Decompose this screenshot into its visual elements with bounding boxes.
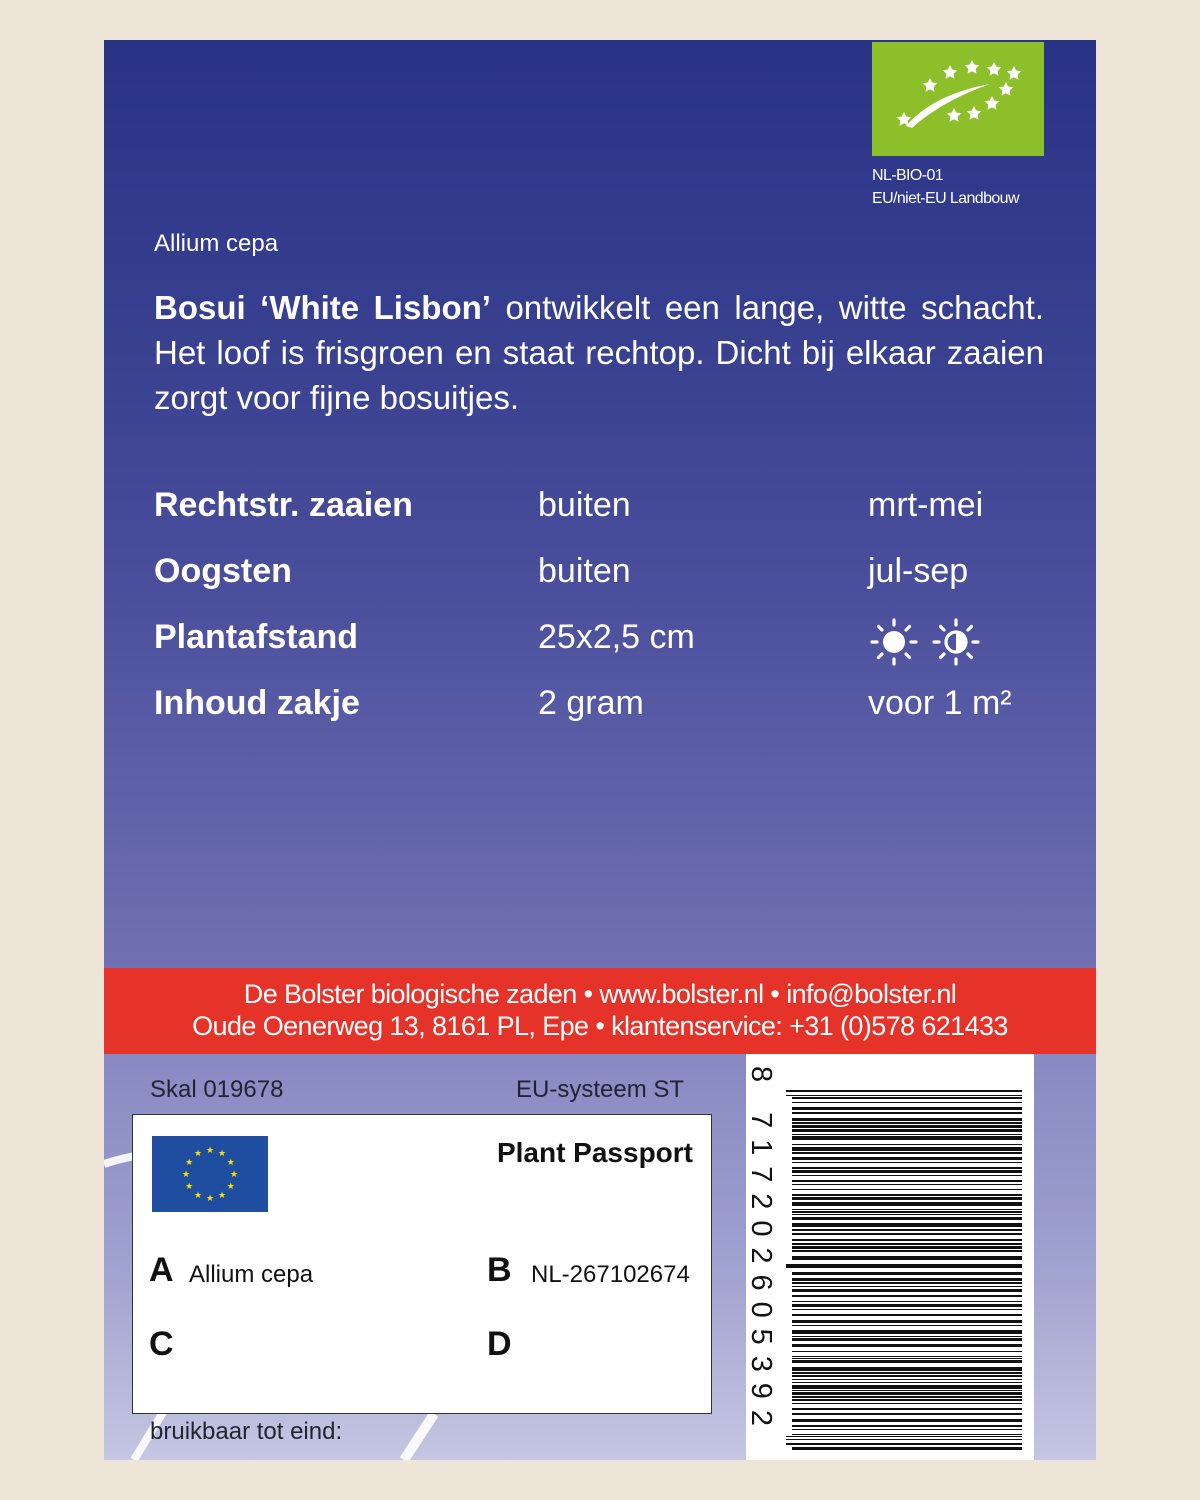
barcode-bar: [792, 1194, 1022, 1196]
barcode-bar: [792, 1360, 1022, 1363]
spec-spacing: 25x2,5 cm: [538, 618, 695, 656]
barcode-bar: [792, 1379, 1022, 1380]
barcode-bar: [786, 1264, 1022, 1268]
spec-row-content: [154, 684, 1054, 728]
barcode-bar: [792, 1425, 1022, 1427]
barcode-bar: [792, 1243, 1022, 1245]
barcode-bar: [786, 1443, 1022, 1445]
flag-star: ★: [217, 1149, 227, 1160]
spec-label: Rechtstr. zaaien: [154, 486, 413, 524]
barcode: [746, 1054, 1034, 1460]
barcode-bar: [792, 1197, 1022, 1200]
barcode-bar: [792, 1107, 1022, 1110]
barcode-bar: [792, 1358, 1022, 1359]
barcode-bar: [792, 1351, 1022, 1352]
barcode-bar: [792, 1184, 1022, 1185]
barcode-bar: [792, 1211, 1022, 1213]
skal-number: Skal 019678: [150, 1076, 284, 1103]
flag-star: ★: [226, 1158, 235, 1168]
barcode-bar: [792, 1429, 1022, 1430]
product-description: [154, 285, 1044, 420]
barcode-bar: [792, 1295, 1022, 1297]
barcode-bar: [792, 1447, 1022, 1450]
barcode-bar: [792, 1434, 1022, 1435]
barcode-bar: [792, 1170, 1022, 1173]
barcode-bar: [792, 1112, 1022, 1114]
barcode-bar: [792, 1301, 1022, 1302]
barcode-bar: [792, 1403, 1022, 1404]
barcode-bar: [792, 1336, 1022, 1337]
barcode-bar: [792, 1102, 1022, 1103]
barcode-bar: [792, 1118, 1022, 1121]
barcode-bar: [792, 1419, 1022, 1422]
barcode-bar: [792, 1125, 1022, 1128]
description-text: ontwikkelt een lange, witte schacht. Het loof is frisgroen en staat rechtop. Dicht bij elkaar zaaien zorgt voor fijne bosuitjes.: [154, 289, 1045, 416]
contact-band: [104, 968, 1096, 1054]
contact-line-1: De Bolster biologische zaden • www.bolster.nl • info@bolster.nl: [243, 979, 957, 1009]
usable-until: bruikbaar tot eind:: [150, 1418, 343, 1445]
barcode-bar: [792, 1209, 1022, 1210]
flag-star: ★: [229, 1170, 239, 1180]
barcode-bar: [792, 1309, 1022, 1310]
plant-passport: [132, 1114, 712, 1414]
barcode-bar: [792, 1250, 1022, 1252]
barcode-bar: [792, 1282, 1022, 1284]
barcode-bar: [792, 1223, 1022, 1227]
spec-label: Inhoud zakje: [154, 684, 360, 722]
barcode-bar: [792, 1330, 1022, 1334]
barcode-bar: [792, 1233, 1022, 1235]
barcode-bar: [786, 1090, 1022, 1092]
barcode-bar: [792, 1375, 1022, 1377]
barcode-bar: [792, 1144, 1022, 1145]
barcode-bar: [792, 1408, 1022, 1410]
barcode-bar: [792, 1202, 1022, 1206]
passport-letter-b: B: [487, 1251, 512, 1289]
barcode-bar: [792, 1286, 1022, 1287]
barcode-bar: [792, 1382, 1022, 1383]
flag-star: ★: [205, 1194, 215, 1204]
flag-star: ★: [217, 1190, 227, 1201]
barcode-bar: [792, 1278, 1022, 1281]
passport-letter-a: A: [149, 1251, 174, 1289]
light-icons: [868, 616, 984, 677]
barcode-bar: [792, 1356, 1022, 1357]
barcode-bar: [792, 1239, 1022, 1241]
spec-label: Plantafstand: [154, 618, 359, 656]
barcode-bar: [786, 1439, 1022, 1440]
barcode-bar: [792, 1390, 1022, 1391]
spec-location: buiten: [538, 486, 631, 524]
spec-period: mrt-mei: [868, 486, 984, 524]
barcode-bar: [792, 1129, 1022, 1132]
flag-star: ★: [193, 1190, 203, 1201]
barcode-bar: [792, 1344, 1022, 1347]
flag-star: ★: [205, 1146, 215, 1156]
barcode-bar: [792, 1157, 1022, 1160]
spec-row-spacing: [154, 618, 1054, 662]
spec-amount: 2 gram: [538, 684, 644, 722]
barcode-bar: [792, 1214, 1022, 1215]
passport-letter-d: D: [487, 1325, 512, 1363]
barcode-bar: [792, 1217, 1022, 1220]
barcode-bar: [792, 1413, 1022, 1415]
flag-star: ★: [185, 1158, 194, 1168]
barcode-bar: [792, 1385, 1022, 1389]
barcode-bar: [792, 1147, 1022, 1151]
flag-star: ★: [193, 1149, 203, 1160]
barcode-bar: [792, 1167, 1022, 1169]
passport-value-b: NL-267102674: [531, 1261, 690, 1288]
certification-text: [872, 164, 1019, 210]
seed-packet-back: [104, 40, 1096, 1460]
spec-area: voor 1 m²: [868, 684, 1012, 722]
product-name: Bosui ‘White Lisbon’: [154, 289, 491, 326]
flag-star: ★: [226, 1182, 235, 1192]
label-panel: [104, 1054, 1096, 1460]
barcode-bar: [792, 1256, 1022, 1260]
barcode-bar: [792, 1392, 1022, 1395]
cert-origin: EU/niet-EU Landbouw: [872, 190, 1019, 207]
passport-letter-c: C: [149, 1325, 174, 1363]
barcode-bar: [792, 1162, 1022, 1163]
barcode-bar: [792, 1229, 1022, 1231]
barcode-bar: [792, 1122, 1022, 1124]
barcode-bar: [792, 1367, 1022, 1371]
barcode-digits: 8 717202605392: [746, 1066, 777, 1426]
barcode-bar: [786, 1095, 1022, 1096]
barcode-bar: [792, 1304, 1022, 1307]
barcode-bar: [792, 1289, 1022, 1292]
cert-code: NL-BIO-01: [872, 167, 944, 184]
barcode-bar: [792, 1399, 1022, 1401]
spec-label: Oogsten: [154, 552, 292, 590]
spec-row-sowing: [154, 486, 1054, 530]
barcode-bar: [792, 1189, 1022, 1190]
barcode-bar: [792, 1320, 1022, 1323]
barcode-bar: [792, 1372, 1022, 1374]
flag-star: ★: [181, 1170, 191, 1180]
contact-line-2: Oude Oenerweg 13, 8161 PL, Epe • klantenservice: +31 (0)578 621433: [192, 1011, 1008, 1041]
barcode-bar: [792, 1175, 1022, 1176]
barcode-bar: [792, 1325, 1022, 1326]
plant-passport-title: Plant Passport: [496, 1137, 693, 1168]
info-panel: [104, 40, 1096, 968]
spec-location: buiten: [538, 552, 631, 590]
barcode-bar: [792, 1396, 1022, 1398]
eu-flag-icon: [152, 1136, 268, 1212]
barcode-bar: [792, 1338, 1022, 1341]
full-sun-icon: [872, 620, 916, 664]
barcode-bar: [792, 1152, 1022, 1154]
barcode-bar: [792, 1136, 1022, 1140]
half-shade-icon: [934, 620, 978, 664]
barcode-bar: [792, 1314, 1022, 1316]
barcode-bar: [792, 1272, 1022, 1275]
eu-organic-leaf-icon: [872, 42, 1044, 156]
eu-system: EU-systeem ST: [516, 1076, 685, 1103]
barcode-bar: [792, 1180, 1022, 1182]
spec-period: jul-sep: [868, 552, 969, 590]
barcode-bar: [792, 1134, 1022, 1135]
passport-value-a: Allium cepa: [189, 1261, 314, 1288]
spec-row-harvest: [154, 552, 1054, 596]
latin-name: Allium cepa: [154, 230, 279, 257]
barcode-bar: [792, 1097, 1022, 1099]
flag-star: ★: [185, 1182, 194, 1192]
barcode-bar: [792, 1246, 1022, 1249]
barcode-bar: [786, 1436, 1022, 1437]
